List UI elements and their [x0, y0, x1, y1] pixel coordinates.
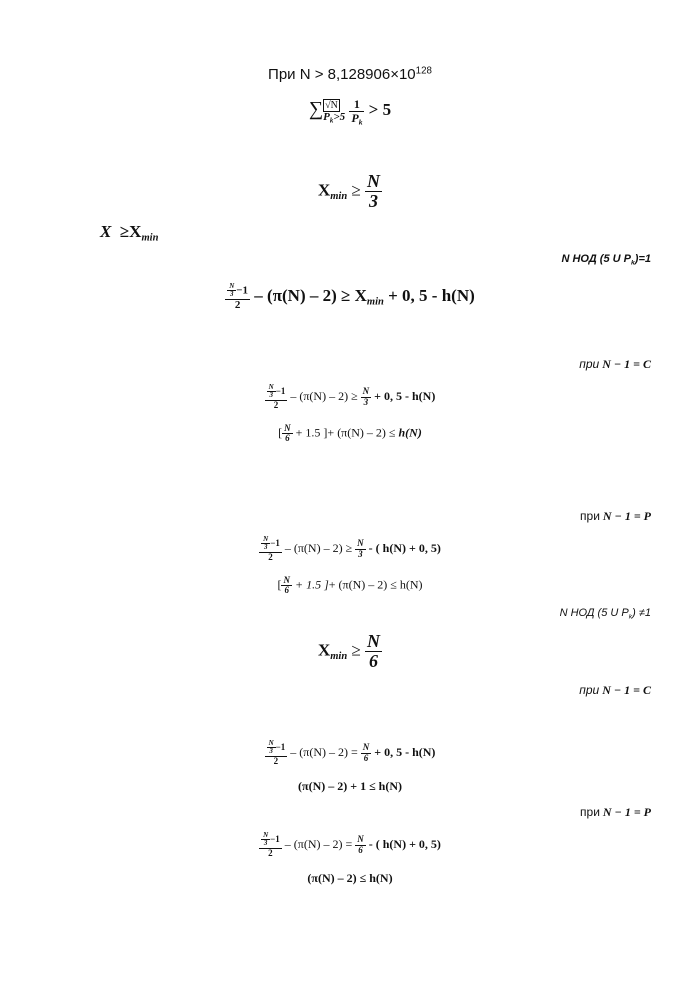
condition-text: При N > 8,128906×10 — [268, 66, 416, 83]
case-label-composite-1: при N − 1 = C — [579, 357, 651, 371]
case1-inequality: $\frac{N}{3}$ −1 2 – (π(N) – 2) ≥ $\frac{N}{3}$ + 0, 5 - h(N) — [0, 384, 700, 410]
sum-sign: ∑ — [308, 98, 324, 120]
sum-inequality — [0, 97, 700, 127]
case3-bound: (π(N) – 2) + 1 ≤ h(N) — [298, 779, 402, 793]
case4-bound: (π(N) – 2) ≤ h(N) — [307, 871, 393, 885]
case-label-prime-2: при N − 1 = P — [580, 805, 651, 819]
x-ge-xmin: $X \ge X_{min}$ — [100, 222, 159, 244]
nod-equals-one: N НОД (5 U $P_k)=1$ — [561, 253, 651, 267]
sum-result: > 5 — [368, 100, 392, 119]
main-inequality: $\frac{N}{3}$ −1 2 – $(\pi(N) - 2) \ge X_{min} + 0$, 5 - h(N) — [0, 283, 700, 311]
case-label-prime-1: при N − 1 = P — [580, 509, 651, 523]
xmin-third-ineq: $X_{min}$ ≥ $\frac{N}{3}$ — [317, 171, 381, 211]
case2-bound: [ $\frac{N}{6}$ + 1.5 ]+ (π(N) – 2) ≤ h(N) — [277, 575, 423, 596]
sum-lower-limit: $P_k>5$ — [323, 111, 346, 125]
case4-equation: $\frac{N}{3}$ −1 2 – (π(N) – 2) = $\frac{N}{6}$ - ( h(N) + 0, 5) — [0, 832, 700, 858]
sqrt-n-upper-limit: √N — [325, 100, 338, 112]
xmin-sixth-ineq: $X_{min}$ ≥ $\frac{N}{6}$ — [317, 631, 381, 671]
reciprocal-fraction: $\frac{1}{P_k}$ — [351, 97, 363, 127]
condition-line — [0, 66, 700, 83]
nod-not-equal-one: N НОД (5 U $P_k) \ne 1$ — [559, 607, 651, 621]
condition-exponent: 128 — [415, 65, 432, 77]
case1-bound: [ $\frac{N}{6}$ + 1.5 ]+ (π(N) – 2) ≤ h(N) — [278, 423, 422, 444]
case2-inequality: $\frac{N}{3}$ −1 2 – (π(N) – 2) ≥ $\frac{N}{3}$ - ( h(N) + 0, 5) — [0, 536, 700, 562]
case-label-composite-2: при N − 1 = C — [579, 683, 651, 697]
case3-equation: $\frac{N}{3}$ −1 2 – (π(N) – 2) = $\frac{N}{6}$ + 0, 5 - h(N) — [0, 740, 700, 766]
